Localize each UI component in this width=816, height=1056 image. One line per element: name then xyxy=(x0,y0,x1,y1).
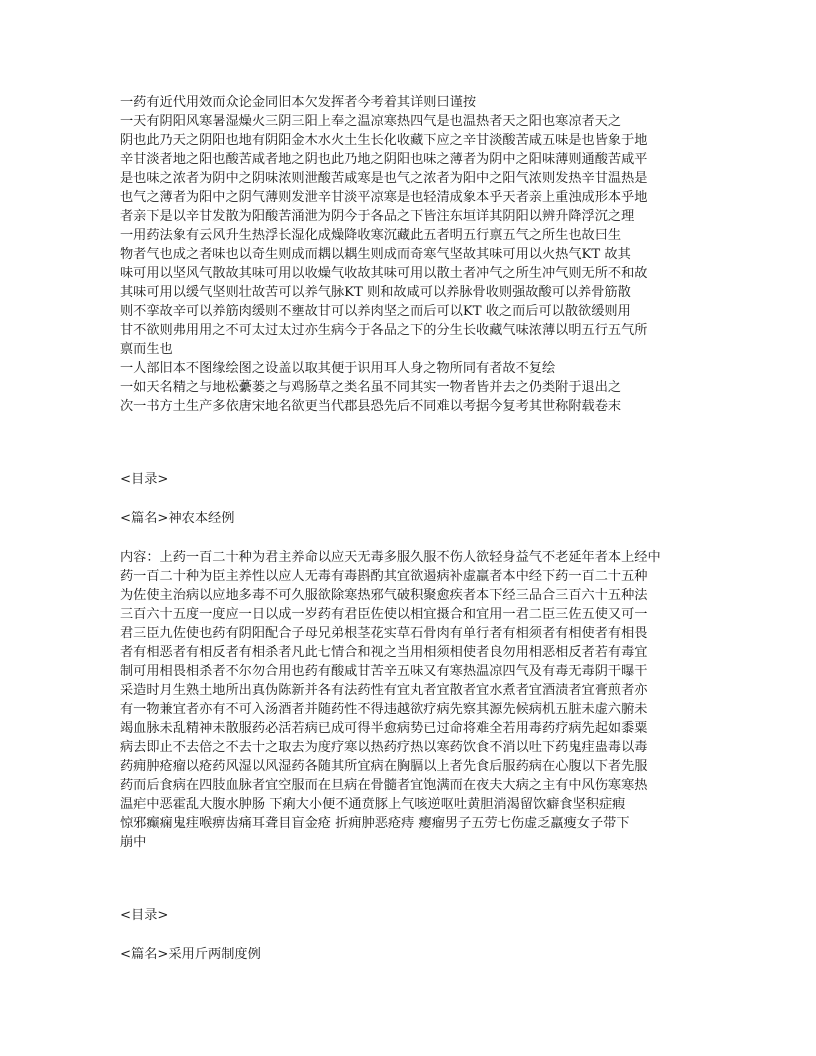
text-line: 为佐使主治病以应地多毒不可久服欲除寒热邪气破积聚愈疾者本下经三品合三百六十五种法 xyxy=(120,588,648,603)
text-line: 也气之薄者为阳中之阴气薄则发泄辛甘淡平凉寒是也轻清成象本乎天者亲上重浊成形本乎地 xyxy=(120,190,648,205)
text-line: 药一百二十种为臣主养性以应人无毒有毒斟酌其宜欲遏病补虚羸者本中经下药一百二十五种 xyxy=(120,569,648,584)
preface-notes xyxy=(120,93,700,416)
text-line: 禀而生也 xyxy=(120,342,173,357)
toc-link[interactable]: <目录> xyxy=(120,908,169,923)
text-line: 其味可用以缓气坚则壮故苦可以养气脉KT 则和故咸可以养脉骨收则强故酸可以养骨筋散 xyxy=(120,285,631,300)
text-line: 阴也此乃天之阴阳也地有阴阳金木水火土生长化收藏下应之辛甘淡酸苦咸五味是也皆象于地 xyxy=(120,133,648,148)
text-line: 一人部旧本不图缘绘图之设盖以取其便于识用耳人身之物所同有者故不复绘 xyxy=(120,361,556,376)
text-line: 三百六十五度一度应一日以成一岁药有君臣佐使以相宜摄合和宜用一君二臣三佐五使又可一 xyxy=(120,607,648,622)
toc-link[interactable]: <目录> xyxy=(120,472,169,487)
text-line: 味可用以坚风气散故其味可用以收燥气收故其味可用以散土者冲气之所生冲气则无所不和故 xyxy=(120,266,648,281)
text-line: 物者气也成之者味也以奇生则成而耦以耦生则成而奇寒气坚故其味可用以火热气KT 故其 xyxy=(120,247,631,262)
text-line: 制可用相畏相杀者不尔勿合用也药有酸咸甘苦辛五味又有寒热温凉四气及有毒无毒阴干曝干 xyxy=(120,664,648,679)
text-line: 君三臣九佐使也药有阴阳配合子母兄弟根茎花实草石骨肉有单行者有相须者有相使者有相畏 xyxy=(120,626,648,641)
text-line: 有一物兼宜者亦有不可入汤酒者并随药性不得违越欲疗病先察其源先候病机五脏未虚六腑未 xyxy=(120,702,648,717)
text-line: 辛甘淡者地之阳也酸苦咸者地之阴也此乃地之阴阳也味之薄者为阴中之阳味薄则通酸苦咸平 xyxy=(120,152,648,167)
text-line: 药而后食病在四肢血脉者宜空服而在旦病在骨髓者宜饱满而在夜夫大病之主有中风伤寒寒热 xyxy=(120,778,648,793)
text-line: 采造时月生熟土地所出真伪陈新并各有法药性有宜丸者宜散者宜水煮者宜酒渍者宜膏煎者亦 xyxy=(120,683,648,698)
section-title: <篇名>神农本经例 xyxy=(120,511,235,526)
text-line: 崩中 xyxy=(120,835,147,850)
text-line: 则不挛故辛可以养筋肉缓则不壅故甘可以养肉坚之而后可以KT 收之而后可以散欲缓则用 xyxy=(120,304,631,319)
text-line: 甘不欲则弗用用之不可太过太过亦生病今于各品之下的分生长收藏气味浓薄以明五行五气所 xyxy=(120,323,648,338)
text-line: 内容：上药一百二十种为君主养命以应天无毒多服久服不伤人欲轻身益气不老延年者本上经中 xyxy=(120,550,661,565)
text-line: 病去即止不去倍之不去十之取去为度疗寒以热药疗热以寒药饮食不消以吐下药鬼疰蛊毒以毒 xyxy=(120,740,648,755)
text-line: 者亲下是以辛甘发散为阳酸苦涌泄为阴今于各品之下皆注东垣详其阴阳以辨升降浮沉之理 xyxy=(120,209,635,224)
section-title: <篇名>采用斤两制度例 xyxy=(120,947,261,962)
text-line: 竭血脉未乱精神未散服药必活若病已成可得半愈病势已过命将难全若用毒药疗病先起如黍粟 xyxy=(120,721,648,736)
text-line: 药痈肿疮瘤以疮药风湿以风湿药各随其所宜病在胸膈以上者先食后服药病在心腹以下者先服 xyxy=(120,759,648,774)
text-line: 一天有阴阳风寒暑湿燥火三阴三阳上奉之温凉寒热四气是也温热者天之阳也寒凉者天之 xyxy=(120,114,622,129)
text-line: 惊邪癫痫鬼疰喉痹齿痛耳聋目盲金疮 折痈肿恶疮痔 瘿瘤男子五劳七伤虚乏羸瘦女子带下 xyxy=(120,816,630,831)
text-line: 温疟中恶霍乱大腹水肿肠 下痢大小便不通贲豚上气咳逆呕吐黄胆消渴留饮癖食坚积症瘕 xyxy=(120,797,626,812)
text-line: 一如天名精之与地松虆蒌之与鸡肠草之类名虽不同其实一物者皆并去之仍类附于退出之 xyxy=(120,380,622,395)
text-line: 者有相恶者有相反者有相杀者凡此七情合和视之当用相须相使者良勿用相恶相反者若有毒宜 xyxy=(120,645,648,660)
text-line: 是也味之浓者为阴中之阴味浓则泄酸苦咸寒是也气之浓者为阳中之阳气浓则发热辛甘温热是 xyxy=(120,171,648,186)
text-line: 次一书方土生产多依唐宋地名欲更当代郡县恐先后不同难以考据今复考其世称附载卷末 xyxy=(120,399,622,414)
section-body xyxy=(120,548,700,852)
text-line: 一药有近代用效而众论金同旧本欠发挥者今考着其详则曰谨按 xyxy=(120,95,477,110)
document-page xyxy=(120,93,700,964)
text-line: 一用药法象有云风升生热浮长湿化成燥降收寒沉藏此五者明五行禀五气之所生也故曰生 xyxy=(120,228,622,243)
